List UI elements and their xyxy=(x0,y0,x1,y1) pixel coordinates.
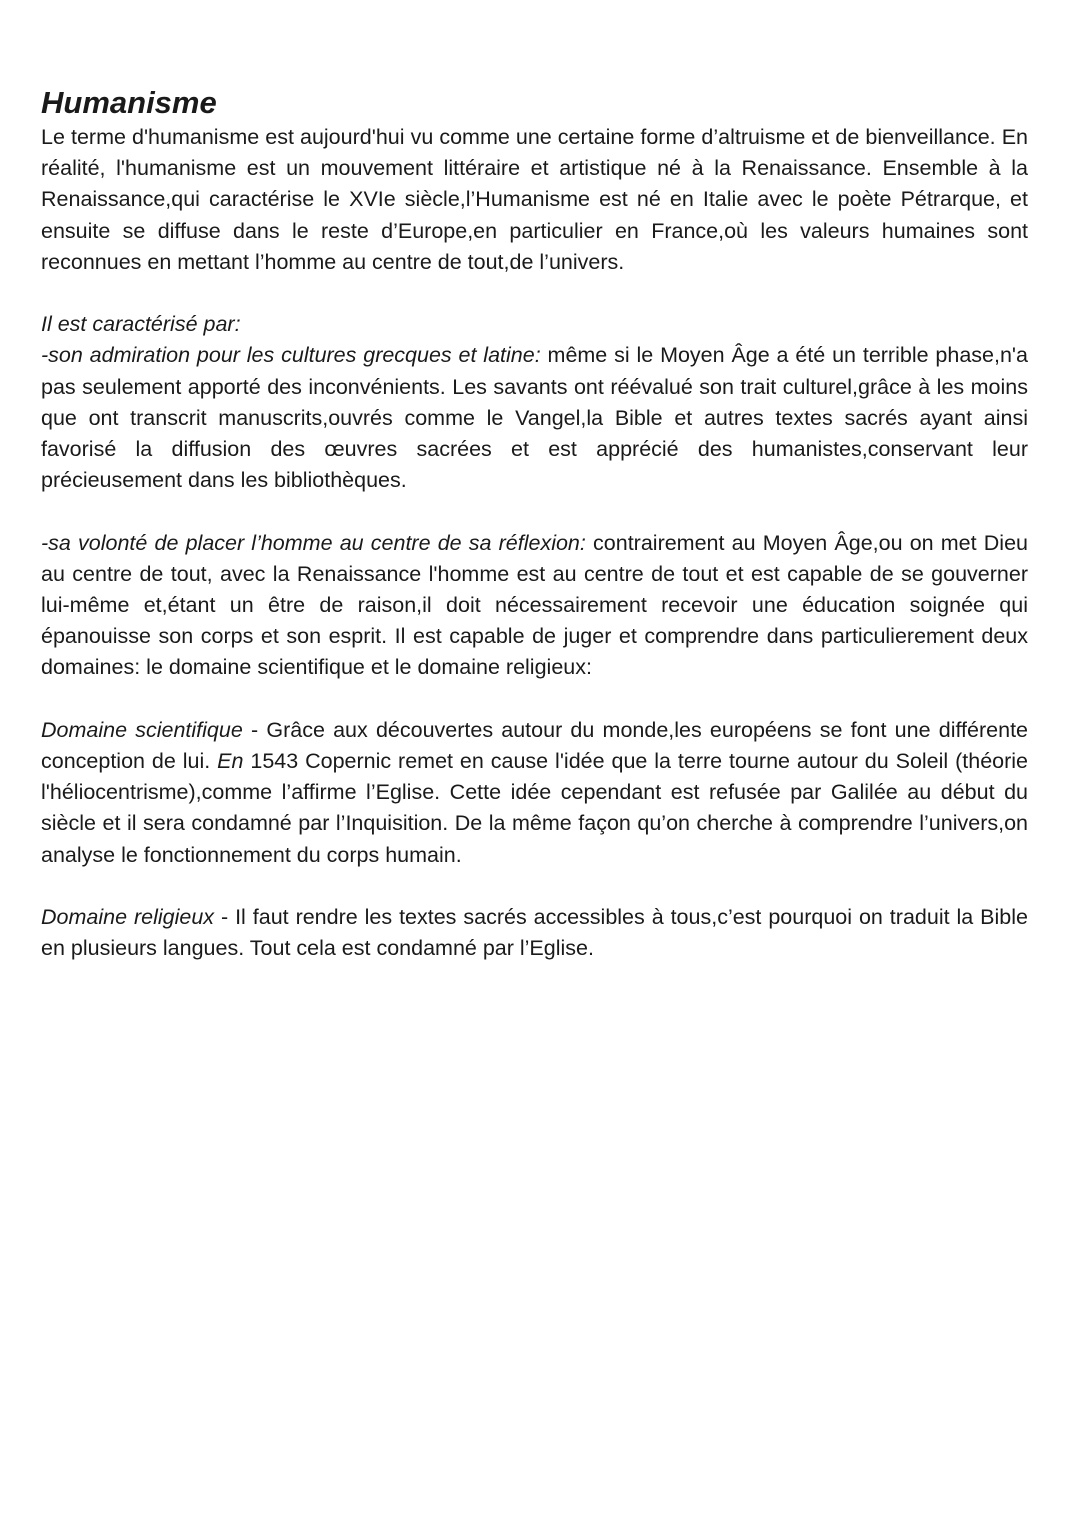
document-page xyxy=(41,86,1028,964)
domain-scientific-text-a: - Grâce aux découvertes autour du monde,les européens se font une différente conception de lui. xyxy=(41,717,1028,774)
spacer xyxy=(41,496,1028,527)
point-admiration-lead: -son admiration pour les cultures grecques et latine: xyxy=(41,343,541,368)
intro-paragraph: Le terme d'humanisme est aujourd'hui vu comme une certaine forme d’altruisme et de bienveillance. En réalité, l'humanisme est un mouvement littéraire et artistique né à la Renaissance. Ensemble à la Renaissance,qui caractérise le XVIe siècle,l’Humanisme est né en Italie avec le poète Pétrarque, et ensuite se diffuse dans le reste d’Europe,en particulier en France,où les valeurs humaines sont reconnues en mettant l’homme au centre de tout,de l’univers. xyxy=(41,125,1028,274)
domain-scientific xyxy=(41,715,1028,871)
point-volonte-text: contrairement au Moyen Âge,ou on met Dieu au centre de tout, avec la Renaissance l'homme est au centre de tout et est capable de se gouverner lui-même et,étant un être de raison,il doit nécessairement recevoir une éducation soignée qui épanouisse son corps et son esprit. Il est capable de juger et comprendre dans particulierement deux domaines: le domaine scientifique et le domaine religieux: xyxy=(41,530,1028,680)
spacer xyxy=(41,871,1028,902)
point-volonte xyxy=(41,528,1028,684)
spacer xyxy=(41,684,1028,715)
point-volonte-lead: -sa volonté de placer l’homme au centre de sa réflexion: xyxy=(41,530,586,555)
spacer xyxy=(41,278,1028,309)
domain-scientific-en: En xyxy=(217,749,244,774)
domain-scientific-lead: Domaine scientifique xyxy=(41,717,243,742)
characterized-heading: Il est caractérisé par: xyxy=(41,312,241,337)
page-title: Humanisme xyxy=(41,85,217,120)
domain-religious xyxy=(41,902,1028,964)
point-admiration xyxy=(41,340,1028,496)
domain-religious-text: - Il faut rendre les textes sacrés accessibles à tous,c’est pourquoi on traduit la Bible en plusieurs langues. Tout cela est condamné par l’Eglise. xyxy=(41,905,1028,961)
point-admiration-text: même si le Moyen Âge a été un terrible phase,n'a pas seulement apporté des inconvénients. Les savants ont réévalué son trait culturel,grâce à les moins que ont transcrit manuscrits,ouvrés comme le Vangel,la Bible et autres textes sacrés ayant ainsi favorisé la diffusion des œuvres sacrées et est apprécié des humanistes,conservant leur précieusement dans les bibliothèques. xyxy=(41,343,1028,493)
domain-religious-lead: Domaine religieux xyxy=(41,905,215,930)
domain-scientific-text-b: 1543 Copernic remet en cause l'idée que la terre tourne autour du Soleil (théorie l'héliocentrisme),comme l’affirme l’Eglise. Cette idée cependant est refusée par Galilée au début du siècle et il sera condamné par l’Inquisition. De la même façon qu’on cherche à comprendre l’univers,on analyse le fonctionnement du corps humain. xyxy=(41,749,1028,867)
